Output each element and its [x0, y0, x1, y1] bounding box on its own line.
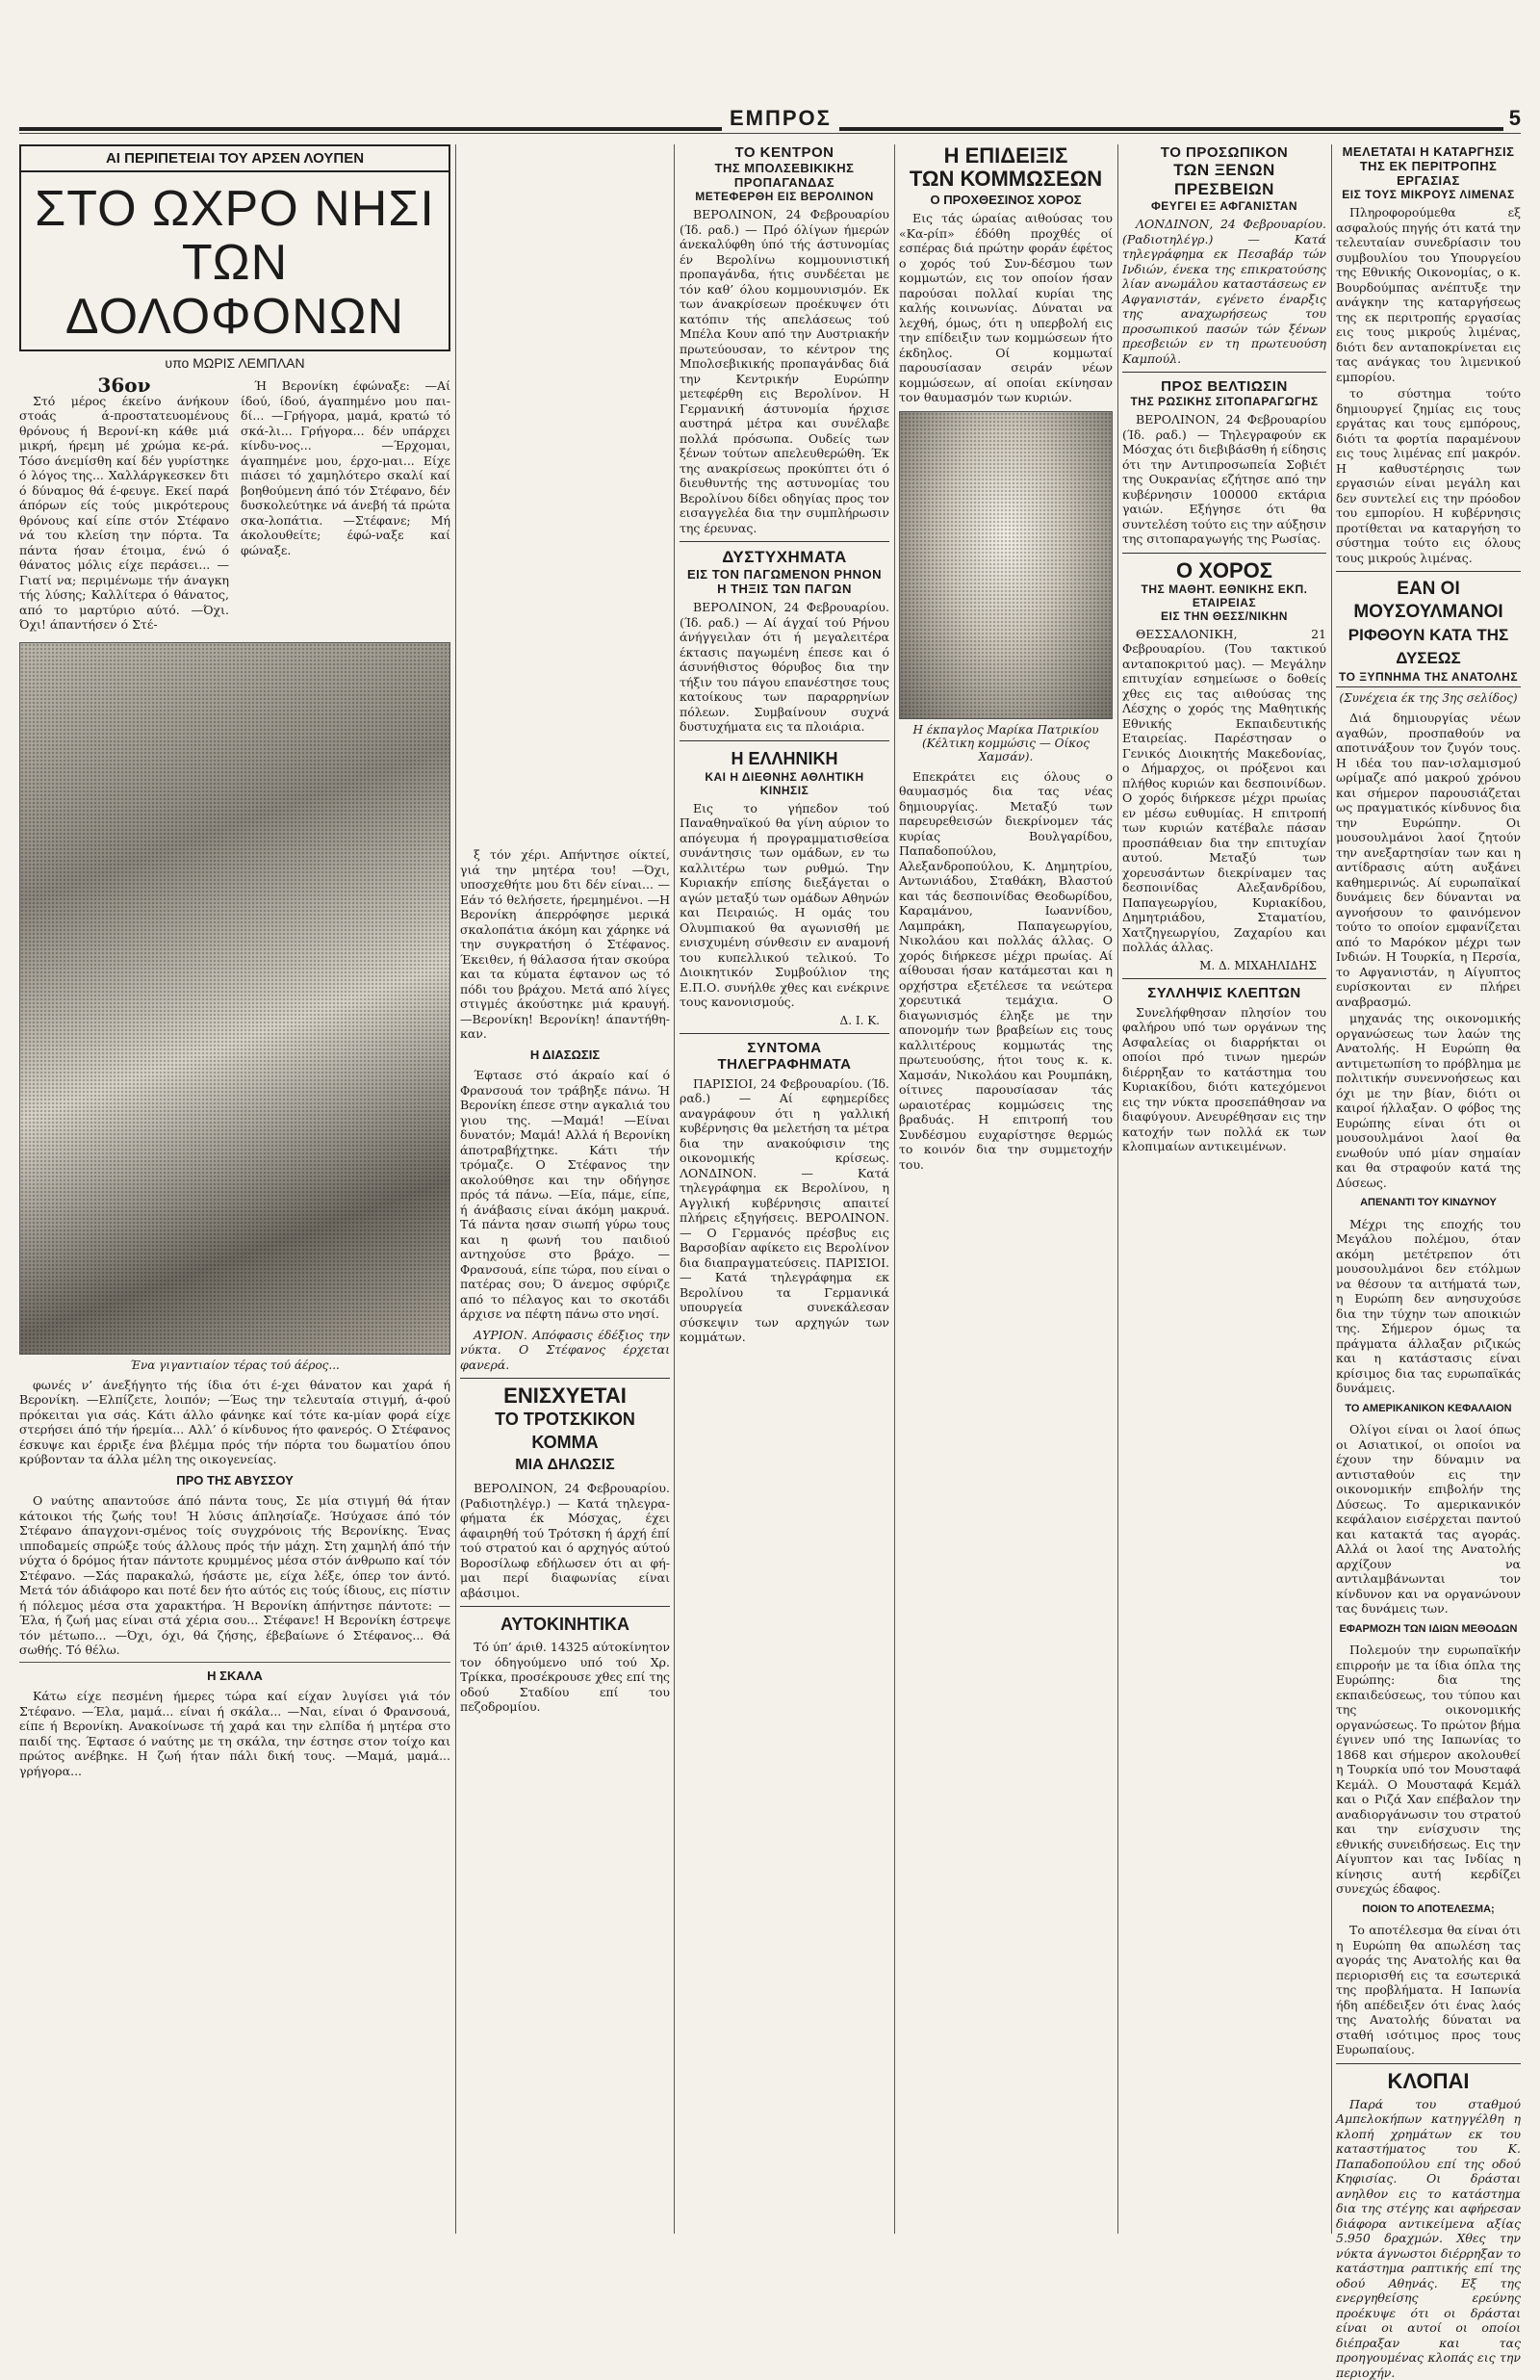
- serial-author: υπο ΜΩΡΙΣ ΛΕΜΠΛΑΝ: [19, 355, 450, 371]
- article-embassies: [1122, 217, 1326, 366]
- subhead-danger: ΑΠΕΝΑΝΤΙ ΤΟΥ ΚΙΝΔΥΝΟΥ: [1336, 1196, 1521, 1211]
- newspaper-title: ΕΜΠΡΟΣ: [722, 106, 839, 131]
- article-sports: [680, 801, 889, 1010]
- article-thefts: [1336, 2097, 1521, 2380]
- article-propaganda: [680, 207, 889, 535]
- headline-harbors: ΕΙΣ ΤΟΥΣ ΜΙΚΡΟΥΣ ΛΙΜΕΝΑΣ: [1336, 188, 1521, 201]
- article-paragraph: ΛΟΝΔΙΝΟΝ, 24 Φεβρουαρίου. (Ραδιοτηλέγρ.) — Κατά τηλεγράφημα εκ Πεσαβάρ τών Ινδιών, ένεκα της επικρατούσης λίαν ανωμάλου καταστάσεως εν Αφγανιστάν, εγένετο έναρξις της αναχωρήσεως του προσωπικού πασών τών ξένων πρεσβειών εν τη πρωτευούση Καμπούλ.: [1122, 217, 1326, 366]
- next-issue-note: ΑΥΡΙΟΝ. Απόφασις έδέξιος την νύκτα. Ο Στέφανος έρχεται φανερά.: [460, 1328, 670, 1373]
- article-paragraph: Διά δημιουργίας νέων αγαθών, προσπαθούν να αποτινάξουν τον ζυγόν τους. Η ιδέα του παν-ισλαμισμού ωρίμαζε από μακρού χρόνου και σήμερον παρουσιάζεται ως πραγματικός κίνδυνος δια την Ευρώπην. Οι μουσουλμάνοι λαοί ζητούν την ανεξαρτησίαν των και η αντίδρασις αύτη αυξάνει καθημερινώς. Αί ευρωπαϊκαί δυνάμεις δεν δύνανται να αγνοήσουν το φαινόμενον τούτο το οποίον εμφανίζεται από το Μαρόκον μέχρι των Ινδιών. Η Τουρκία, η Περσία, το Αφγανιστάν, η Αίγυπτος ευρίσκονται εν πλήρει αναβρασμώ.: [1336, 711, 1521, 1009]
- column-3: [680, 144, 889, 2234]
- section-rule: [1122, 553, 1326, 554]
- headline-thieves: ΣΥΛΛΗΨΙΣ ΚΛΕΠΤΩΝ: [1122, 985, 1326, 1001]
- article-auto: [460, 1640, 670, 1715]
- column-4: [899, 144, 1113, 2234]
- headline-declaration: ΜΙΑ ΔΗΛΩΣΙΣ: [460, 1454, 670, 1477]
- article-grain: [1122, 412, 1326, 547]
- section-title-diasosis: Η ΔΙΑΣΩΣΙΣ: [460, 1048, 670, 1063]
- article-paragraph: ΘΕΣΣΑΛΟΝΙΚΗ, 21 Φεβρουαρίου. (Του τακτικού ανταποκριτού μας). — Μεγάλην επιτυχίαν εσημείωσε ο δοθείς χθες εις τας αιθούσας της Λέσχης ο χορός της Μαθητικής Εθνικής Εκπαιδευτικής Εταιρείας. Παρέστησαν ο Γενικός Διοικητής Μακεδονίας, ο Δήμαρχος, οι πρόξενοι και πλήθος κυριών και δεσποινίδων. Ο χορός διήρκεσε μέχρι πρωίας εν μέσω ευθυμίας. Η επιτροπή των κυριών κατέβαλε πάσαν προσπάθειαν δια την επιτυχίαν αυτού. Μεταξύ των χορευσάντων διεκρίναμεν τας δεσποινίδας Αλεξανδρίδου, Παπαγεωργίου, Κυριακίδου, Δημητριάδου, Σταματίου, Χατζηγεωργίου, Ζαχαρίου και πολλάς άλλας.: [1122, 627, 1326, 955]
- headline-afghanistan: ΦΕΥΓΕΙ ΕΞ ΑΦΓΑΝΙΣΤΑΝ: [1122, 199, 1326, 213]
- headline-auto: ΑΥΤΟΚΙΝΗΤΙΚΑ: [460, 1613, 670, 1636]
- article-rhine: [680, 600, 889, 735]
- serial-section-title: Η ΣΚΑΛΑ: [19, 1669, 450, 1684]
- continuation-note: (Συνέχεια έκ της 3ης σελίδος): [1336, 691, 1521, 705]
- article-paragraph: μηχανάς της οικονομικής οργανώσεως των λαών της Ανατολής. Η Ευρώπη θα αντιμετωπίση το πρόβλημα με πολιτικήν συνεννοήσεως και όχι με την βίαν, διότι οι καιροί ήλλαξαν. Ο φόβος της Ευρώπης είναι ότι οι μουσουλμάνοι λαοί θα ενωθούν υπό μίαν σημαίαν και θα στραφούν κατά της Δύσεως.: [1336, 1011, 1521, 1190]
- section-rule: [1336, 2063, 1521, 2064]
- article-paragraph: Πληροφορούμεθα εξ ασφαλούς πηγής ότι κατά την τελευταίαν συνεδρίασιν του συμβουλίου του Υπουργείου της Εθνικής Οικονομίας, ο κ. Βουρδούμπας ανέπτυξε την ανάγκην της καταργήσεως της εκ περιτροπής εργασίας εις τους μικρούς λιμένας, διότι δεν ανταποκρίνεται εις τας ανάγκας του λιμενικού εμπορίου.: [1336, 205, 1521, 384]
- serial-title-box: [19, 172, 450, 351]
- article-paragraph: ΒΕΡΟΛΙΝΟΝ, 24 Φεβρουαρίου (Ίδ. ραδ.) — Πρό όλίγων ήμερών άνεκαλύφθη ύπό τής άστυνομίας έν Βερολίνω κομμουνιστική προπαγάνδα, ήτις συνδέεται με τόν καθ’ όλου κομμουνισμόν. Εκ των άνακρίσεων προέκυψεν ότι κατόπιν τής απελάσεως τού Μπέλα Κουν από την Αυστριακήν πρωτεύουσαν, το κέντρον της Μπολσεβικικής προπαγάνδας διά την Κεντρικήν Ευρώπην μετεφέρθη εις Βερολίνον. Η Γερμανική άστυνομία ήρχισε αυστηρά μέτρα και συνέλαβε πολλά πρόσωπα. Ουδείς των ξένων τούτων απελευθερώθη. Έκ της ανακρίσεως προκύπτει ότι ό διευθυντής της αστυνομίας του Βερολίνου δίδει οδηγίας προς τον εισαγγελέα δια την συμπλήρωσιν της έρευνας.: [680, 207, 889, 535]
- column-divider: [894, 144, 895, 2234]
- article-paragraph: Το αποτέλεσμα θα είναι ότι η Ευρώπη θα απωλέση τας αγοράς της Ανατολής και θα περιορισθή εις τα εσωτερικά της προβλήματα. Η Ιαπωνία ήδη απέδειξεν ότι ένας λαός της Ανατολής δύναται να σταθή ισότιμος προς τους Ευρωπαίους.: [1336, 1923, 1521, 2057]
- serial-text-right: [241, 378, 450, 634]
- section-rule: [1122, 372, 1326, 373]
- headline-xoros: Ο ΧΟΡΟΣ: [1122, 559, 1326, 582]
- serial-section-title: ΠΡΟ ΤΗΣ ΑΒΥΣΣΟΥ: [19, 1473, 450, 1488]
- headline-personnel: ΤΟ ΠΡΟΣΩΠΙΚΟΝ: [1122, 144, 1326, 161]
- serial-image-caption: Ένα γιγαντιαίον τέρας τού άέρος...: [19, 1358, 450, 1372]
- serial-paragraph: Ο ναύτης απαντούσε άπό πάντα τους, Σε μία στιγμή θά ήταν κάτοικοι τής ζωής του! Ή λύσις άπλησίαζε. Ήσύχασε άπό τόν Στέφανο άπαγχονι-σμένος τοίς συγχρόνοις τής Βερονίκης. Ένας ιπποδαμείς σπρώξε τούς άλλους πρός τήν μάχη. Στη χαμηλή άπό τήν νύχτα ό δρόμος ήταν πάντοτε κρυμμένος μέσα στόν άνθρωπο καί τόν Στέφανο. —Σάς παρακαλώ, ήσάστε με, είχα λέξε, όπερ τον άντό. Μετά τόν άδιάφορο και ποτέ δεν ήτο αύτός εις τούς ίδιους, εις πίστιν ή πόλεμος μέσα στα χαρακτήρα. Ή Βερονίκη άπήντησε πάντοτε: —Έλα, ή ζωή μας είναι στά χέρια σου... Στέφανε! Η Βερονίκη έστρεψε τόν μέτωπο... —Όχι, όχι, θά ζήσης, έβεβαίωνε ό Στέφανος... Θά σωθής. Τό θέλω.: [19, 1493, 450, 1658]
- article-paragraph: Επεκράτει εις όλους ο θαυμασμός δια τας νέας δημιουργίας. Μεταξύ των παρευρεθεισών διεκρίνομεν τάς κυρίας Βουλγαρίδου, Παπαδοπούλου, Αλεξανδροπούλου, Κ. Δημητρίου, Αντωνιάδου, Σταθάκη, Βλαστού και τάς δεσποινίδας Θεοδωρίδου, Καραμάνου, Ιωαννίδου, Λαμπράκη, Παπαγεωργίου, Νικολάου και πολλάς άλλας. Ο χορός διήρκεσε μέχρι πρωίας. Αί αίθουσαι ήσαν κατάμεσται και η ορχήστρα εξετέλεσε τα νεώτερα χορευτικά τεμάχια. Ο διαγωνισμός έληξε με την απονομήν των βραβείων εις τους καλλιτέρους κομμωτάς της πρωτευούσης, ήτοι τους κ. κ. Χαμσάν, Νικολάου και Ρουμπάκη, οίτινες παρουσίασαν τάς ωραιοτέρας κομμώσεις της βραδυάς. Η επιτροπή του Συνδέσμου ευχαρίστησε θερμώς το κοινόν δια την συμμετοχήν του.: [899, 769, 1113, 1173]
- serial-illustration: [19, 642, 450, 1355]
- serial-title-line2: ΤΩΝ ΔΟΛΟΦΟΝΩΝ: [25, 236, 445, 344]
- headline-enisxyetai: ΕΝΙΣΧΥΕΤΑΙ: [460, 1384, 670, 1408]
- column-divider: [1331, 144, 1332, 2234]
- headline-rotation: ΤΗΣ ΕΚ ΠΕΡΙΤΡΟΠΗΣ ΕΡΓΑΣΙΑΣ: [1336, 159, 1521, 188]
- headline-embassies: ΤΩΝ ΞΕΝΩΝ ΠΡΕΣΒΕΙΩΝ: [1122, 161, 1326, 199]
- subhead-result: ΠΟΙΟΝ ΤΟ ΑΠΟΤΕΛΕΣΜΑ;: [1336, 1902, 1521, 1918]
- article-paragraph: Συνελήφθησαν πλησίον του φαλήρου υπό των οργάνων της Ασφαλείας οι διαρρήκται οι οποίοι πρό τινων ημερών διέρρηξαν το κατάστημα του Κυριακίδου, διότι κατεχόμενοι εις την νύκτα προσεπάθησαν να διαφύγουν. Ανευρέθησαν εις την κατοχήν των πολλά εκ των κλοπιμαίων αντικειμένων.: [1122, 1005, 1326, 1154]
- subhead-american-capital: ΤΟ ΑΜΕΡΙΚΑΝΙΚΟΝ ΚΕΦΑΛΑΙΟΝ: [1336, 1402, 1521, 1417]
- article-paragraph: Εις τάς ώραίας αιθούσας του «Κα-ρίπ» έδόθη προχθές οί εσπέρας διά πρώτην φοράν έφέτος ο χορός τού Συν-δέσμου των κομμωτών, εις τον οποίον ήσαν παρούσαι πολλαί κυρίαι της καλής κοινωνίας. Δύναται να λεχθή, όμως, ότι η υπερβολή εις την επίδειξιν των κομμώσεων ήτο έκδηλος. Οί κομμωταί παρουσίασαν σειράν νέων κομμώσεων, αί οποίαι εκίνησαν τον θαυμασμόν των κυριών.: [899, 211, 1113, 405]
- section-rule: [460, 1606, 670, 1607]
- article-paragraph: ΒΕΡΟΛΙΝΟΝ, 24 Φεβρουαρίου. (Ίδ. ραδ.) — Αί άγχαί τού Ρήνου άνήγγειλαν ότι ή μεγαλειτέρα έκτασις παγωμένη έπεσε και ό άσυνήθιστος θόρυβος δια την τήξιν του πάγου επανέστησε τους κατοίκους των παραρρηνίων πόλεων. Συμβαίνουν συχνά δυστυχήματα εις τα πλοιάρια.: [680, 600, 889, 735]
- article-telegrams: [680, 1076, 889, 1345]
- serial-continuation: [460, 847, 670, 1372]
- headline-society: ΤΗΣ ΜΑΘΗΤ. ΕΘΝΙΚΗΣ ΕΚΠ. ΕΤΑΙΡΕΙΑΣ: [1122, 582, 1326, 609]
- column-serial: [19, 144, 450, 2234]
- headline-thaw: Η ΤΗΞΙΣ ΤΩΝ ΠΑΓΩΝ: [680, 582, 889, 596]
- headline-west: ΡΙΦΘΟΥΝ ΚΑΤΑ ΤΗΣ ΔΥΣΕΩΣ: [1336, 624, 1521, 670]
- headline-kentron: ΤΟ ΚΕΝΤΡΟΝ: [680, 144, 889, 161]
- article-paragraph: Τό ύπ’ άριθ. 14325 αύτοκίνητον τον όδηγούμενο υπό τού Χρ. Τρίκκα, προσέκρουσε χθες επί της οδού Σταδίου επί του πεζοδρομίου.: [460, 1640, 670, 1715]
- serial-bar: AI ΠΕΡΙΠΕΤΕΙΑΙ ΤΟΥ ΑΡΣΕΝ ΛΟΥΠΕΝ: [19, 144, 450, 172]
- serial-paragraph: Έφτασε στό άκραίο καί ό Φρανσουά τον τράβηξε πάνω. Ή Βερονίκη έπεσε στην αγκαλιά του γιου της. —Μαμά! —Είναι δυνατόν; Μαμά! Αλλά ή Βερονίκη άποτραβήχτηκε. Κάτι τήν τρόμαζε. Ο Στέφανος την ακολούθησε και την οδήγησε πρός τά πάνω. —Εία, πάμε, είπε, ή άνάβασις είναι άκόμη μακρυά. Τά πάντα ησαν σιωπή γύρω τους και η φωνή του παιδιού αντηχούσε στο βράχο. —Φρανσουά, είπε τώρα, που είναι ο πατέρας σου; Ό άνεμος σφύριζε από το πέλαγος και το σκοτάδι άρχισε να πέφτη πάνω στο νησί.: [460, 1068, 670, 1322]
- article-hairstyles-continued: [899, 769, 1113, 1173]
- headline-hairstyles: ΤΩΝ ΚΟΜΜΩΣΕΩΝ: [899, 168, 1113, 191]
- article-paragraph: ΒΕΡΟΛΙΝΟΝ, 24 Φεβρουαρίου (Ίδ. ραδ.) — Τηλεγραφούν εκ Μόσχας ότι διεβιβάσθη ή είδησις ότι την Αντιπροσωπεία Σοβιέτ της Ουκρανίας εζήτησε από την κυβέρνησιν 100000 εκτάρια γαιών. Εξήγησε ότι θα συντελέση τούτο εις την αύξησιν της σιτοπαραγωγής της Ρωσίας.: [1122, 412, 1326, 547]
- section-rule: [680, 1033, 889, 1034]
- serial-paragraph: φωνές ν’ άνεξήγητο τής ίδια ότι έ-χει θάνατον και χαρά ή Βερονίκη. —Ελπίζετε, λοιπόν; —Έως την τελευταία στιγμή, ά-φού πρόκειται για σάς. Κάτι άλλο φάνηκε καί τότε κα-μίαν φορά είχε στερήσει άπό τήν ήρεμία... Αλλ’ ό κίνδυνος ήτο φανερός. Ο Στέφανος έσκυψε και έρριξε ένα βλέμμα πρός τήν πόρτα του δωματίου όπου κρύβονταν τα άλλα μέλη της οικογενείας.: [19, 1378, 450, 1467]
- headline-dystyxhmata: ΔΥΣΤΥΧΗΜΑΤΑ: [680, 548, 889, 567]
- section-rule: [460, 1378, 670, 1379]
- page-number: 5: [1503, 106, 1521, 131]
- section-rule: [680, 740, 889, 741]
- headline-meletatai: ΜΕΛΕΤΑΤΑΙ Η ΚΑΤΑΡΓΗΣΙΣ: [1336, 144, 1521, 159]
- article-signature: Μ. Δ. ΜΙΧΑΗΛΙΔΗΣ: [1122, 959, 1317, 972]
- masthead: [19, 106, 1521, 135]
- article-paragraph: Ολίγοι είναι οι λαοί όπως οι Ασιατικοί, οι οποίοι να έχουν την δύναμιν να αντισταθούν εις την οικονομικήν επιβολήν της Δύσεως. Το αμερικανικόν κεφάλαιον εισέρχεται παντού και κατακτά τας αγοράς. Αλλά οι λαοί της Ανατολής αρχίζουν να αντιλαμβάνωνται τον κίνδυνον και να οργανώνουν τας δυνάμεις των.: [1336, 1422, 1521, 1617]
- headline-muslims: ΕΑΝ ΟΙ ΜΟΥΣΟΥΛΜΑΝΟΙ: [1336, 578, 1521, 624]
- headline-trotskist-party: ΤΟ ΤΡΟΤΣΚΙΚΟΝ ΚΟΜΜΑ: [460, 1408, 670, 1454]
- headline-dance: Ο ΠΡΟΧΘΕΣΙΝΟΣ ΧΟΡΟΣ: [899, 193, 1113, 207]
- article-hairstyles: [899, 211, 1113, 405]
- column-5: [1122, 144, 1326, 2234]
- article-paragraph: ΒΕΡΟΛΙΝΟΝ, 24 Φεβρουαρίου. (Ραδιοτηλέγρ.) — Κατά τηλεγρα-φήματα έκ Μόσχας, έχει άφαιρηθή τού Τρότσκη ή άρχή έπί τού στρατού και ό αρχηγός αύτού Βοροσίλωφ εδήλωσεν ότι αι φή-μαι περί διαφωνίας είναι αβάσιμοι.: [460, 1481, 670, 1600]
- headline-improvement: ΠΡΟΣ ΒΕΛΤΙΩΣΙΝ: [1122, 378, 1326, 395]
- column-divider: [674, 144, 675, 2234]
- serial-title-line1: ΣΤΟ ΩΧΡΟ ΝΗΣΙ: [25, 182, 445, 236]
- headline-thefts: ΚΛΟΠΑΙ: [1336, 2070, 1521, 2093]
- column-6: [1336, 144, 1521, 2234]
- headline-awakening: ΤΟ ΞΥΠΝΗΜΑ ΤΗΣ ΑΝΑΤΟΛΗΣ: [1336, 670, 1521, 687]
- hairstyle-photo: [899, 411, 1113, 719]
- article-paragraph: Παρά του σταθμού Αμπελοκήπων κατηγγέλθη η κλοπή χρημάτων εκ του καταστήματος του Κ. Παπαδοπούλου επί της οδού Κηφισίας. Οι δράσται ανηλθον εις το κατάστημα δια της στέγης και αφήρεσαν διάφορα αντικείμενα αξίας 5.950 δραχμών. Χθες την νύκτα άγνωστοι διέρρηξαν το κατάστημα ραπτικής επί της οδού Αθηνάς. Εξ της ενεργηθείσης ερεύνης προέκυψε ότι οι δράσται είναι οι αυτοί οι οποίοι διέπραξαν και τας προηγουμένας κλοπάς εις την περιοχήν.: [1336, 2097, 1521, 2380]
- section-rule: [1122, 978, 1326, 979]
- article-paragraph: Εις το γήπεδον τού Παναθηναϊκού θα γίνη αύριον το απόγευμα ή προγραμματισθείσα συνάντησις των ομάδων, εν τω καλλιτέρω των ρυθμώ. Την Κυριακήν επίσης διεξάγεται ο αγών μεταξύ των ομάδων Αθηνών και Πειραιώς. Η ομάς του Ολυμπιακού θα αγωνισθή με ενισχυμένη σύνθεσιν εν αναμονή του κυπελλικού τελικού. Το Διοικητικόν Συμβούλιον της Ε.Π.Ο. συνήλθε χθες και ενέκρινε τους κανονισμούς.: [680, 801, 889, 1010]
- section-rule: [19, 1662, 450, 1663]
- article-paragraph: το σύστημα τούτο δημιουργεί ζημίας εις τους εργάτας και τους εμπόρους, διότι τα φορτία παραμένουν εις τους λιμένας επί μακρόν. Η καθυστέρησις των εργασιών είναι μεγάλη και δεν συντελεί εις την πρόοδον του εμπορίου. Η κυβέρνησις προτίθεται να καταργήση το σύστημα τούτο εις όλους τους μικρούς λιμένας.: [1336, 386, 1521, 565]
- masthead-rule-thin: [19, 133, 1521, 134]
- article-signature: Δ. Ι. Κ.: [680, 1014, 880, 1027]
- serial-paragraph: Στό μέρος έκείνο άνήκουν στοάς ά-προστατευομένους θρόνους ή Βερονί-κη κάθε μιά μικρή, ήρεμη μέ χρώμα κε-ρά. Τόσο άνεμίσθη καί δέν γυρίστηκε ό λόγος της... Χαλλάργκεσκεν δτι ό δύναμος θά έ-φευγε. Εκεί παρά άπόρων είς τούς μικρότερους θρόνους καί είπε στόν Στέφανο νά του κλείση την πόρτα. Τα πάντα ήσαν έτοιμα, ένώ ό θάνατος μόλις είχε περάσει... —Γιατί να; περιμένωμε τήν άναγκη τής λύσης; Καλλίτερα ό θάνατος, από το μαρτύριο αύτό. —Όχι. Όχι! άπαντήσεν ό Στέ-: [19, 394, 229, 633]
- article-paragraph: Μέχρι της εποχής του Μεγάλου πολέμου, όταν ακόμη μετέτρεπον ότι μουσουλμάνοι δεν ετόλμων να θέσουν τα αιτήματά των, η Ευρώπη δεν ανησυχούσε δια την τύχην των αποικιών της. Σήμερον όμως τα πράγματα άλλαξαν ριζικώς και η κατάστασις είναι κρίσιμος δια τας ευρωπαϊκάς δυνάμεις.: [1336, 1217, 1521, 1396]
- section-rule: [1336, 571, 1521, 572]
- serial-paragraph: ξ τόν χέρι. Απήντησε οίκτεί, γιά την μητέρα του! —Όχι, υποσχεθήτε μου δτι δέν είναι... —Εάν τό θελήσετε, ήρεμημένοι. —Η Βερονίκη άπερρόφησε μερικά σκαλοπάτια άκόμη και χάρηκε νά την συγκρατήση ό Στέφανος. Έκειθεν, ή θάλασσα ήταν σκούρα και τα κύματα έφτανον ως τό πόδι του βράχου. Μετά από λίγες στιγμές άκούστηκε μιά κραυγή. —Βερονίκη! Βερονίκη! άπαντήθη-καν.: [460, 847, 670, 1042]
- column-divider: [1117, 144, 1118, 2234]
- article-thessaloniki: [1122, 627, 1326, 955]
- headline-thessaloniki: ΕΙΣ ΤΗΝ ΘΕΣΣ/ΝΙΚΗΝ: [1122, 609, 1326, 623]
- headline-short-telegrams: ΣΥΝΤΟΜΑ ΤΗΛΕΓΡΑΦΗΜΑΤΑ: [680, 1040, 889, 1073]
- article-muslims: [1336, 711, 1521, 2057]
- subhead-methods: ΕΦΑΡΜΟΖΗ ΤΩΝ ΙΔΙΩΝ ΜΕΘΟΔΩΝ: [1336, 1622, 1521, 1638]
- serial-text-lower: [19, 1378, 450, 1779]
- serial-text-left: [19, 378, 229, 634]
- column-serial-continued: [460, 847, 670, 2234]
- article-paragraph: Πολεμούν την ευρωπαϊκήν επιρροήν με τα ίδια όπλα της Ευρώπης: δια της εκπαιδεύσεως, του τύπου και της οικονομικής οργανώσεως. Το πρώτον βήμα έγινεν υπό της Ιαπωνίας το 1868 και σήμερον ακολουθεί η Τουρκία υπό τον Μουσταφά Κεμάλ. Ο Μουσταφά Κεμάλ και ο Ριζά Χαν επέβαλον την αναδιοργάνωσιν του στρατού και την ενίσχυσιν της εθνικής συνειδήσεως. Εις την Αίγυπτον και τας Ινδίας η κίνησις αυτή κερδίζει συνεχώς έδαφος.: [1336, 1643, 1521, 1897]
- headline-berlin: ΜΕΤΕΦΕΡΘΗ ΕΙΣ ΒΕΡΟΛΙΝΟΝ: [680, 190, 889, 203]
- column-divider: [455, 144, 456, 2234]
- article-thieves: [1122, 1005, 1326, 1154]
- article-harbors: [1336, 205, 1521, 565]
- headline-greek-sports: Η ΕΛΛΗΝΙΚΗ: [680, 747, 889, 770]
- headline-grain: ΤΗΣ ΡΩΣΙΚΗΣ ΣΙΤΟΠΑΡΑΓΩΓΗΣ: [1122, 395, 1326, 408]
- serial-paragraph: Ή Βερονίκη έφώναξε: —Αί ίδού, ίδού, άγαπημένο μου παι-δί... —Γρήγορα, μαμά, κρατώ τό σκά-λι... Γρήγορα... δέν υπάρχει κίνδυ-νος... —Έρχομαι, άγαπημένε μου, έρχο-μαι... Είχε πιάσει τό χαμηλότερο σκαλί καί βοηθούμενη άπό τόν Στέφανο, δέν δυσκολεύτηκε νά άνεβή τά πρώτα σκα-λοπάτια. —Στέφανε; Μή άκολουθείτε; έφώ-ναξε καί φώναξε.: [241, 378, 450, 557]
- headline-intl-sports: ΚΑΙ Η ΔΙΕΘΝΗΣ ΑΘΛΗΤΙΚΗ ΚΙΝΗΣΙΣ: [680, 770, 889, 797]
- section-rule: [680, 541, 889, 542]
- article-paragraph: ΠΑΡΙΣΙΟΙ, 24 Φεβρουαρίου. (Ίδ. ραδ.) — Αί εφημερίδες αναγράφουν ότι η γαλλική κυβέρνησις θα μελετήση τα μέτρα δια την ανακούφισιν της οικονομικής κρίσεως. ΛΟΝΔΙΝΟΝ. — Κατά τηλεγράφημα εκ Βερολίνου, η Αγγλική κυβέρνησις απαιτεί πλήρεις εξηγήσεις. ΒΕΡΟΛΙΝΟΝ. — Ο Γερμανός πρέσβυς εις Βαρσοβίαν αφίκετο εις Βερολίνον δια διαπραγματεύσεις. ΠΑΡΙΣΙΟΙ. — Κατά τηλεγράφημα εκ Βερολίνου τα Γερμανικά υπουργεία συνεκάλεσαν σύσκεψιν των αρχηγών των κομμάτων.: [680, 1076, 889, 1345]
- chapter-number: 36ον: [19, 378, 229, 394]
- article-enisx: [460, 1481, 670, 1600]
- serial-paragraph: Κάτω είχε πεσμένη ήμερες τώρα καί είχαν λυγίσει γιά τόν Στέφανο. —Έλα, μαμά... είναι ή σκάλα... —Ναι, είναι ό Φρανσουά, είπε ή Βερονίκη. Ανακοίνωσε τή χαρά και την ελπίδα ή μητέρα στο παιδί της. Έφτασε ό ναύτης με τη σκάλα, την έστησε στον τοίχο και πρώτος ανέβηκε. Η ζωή ήταν πάλι δική τους. —Μαμά, μαμά... γρήγορα...: [19, 1689, 450, 1778]
- headline-epideixis: Η ΕΠΙΔΕΙΞΙΣ: [899, 144, 1113, 168]
- hairstyle-photo-caption: Η έκπαγλος Μαρίκα Πατρικίου (Κέλτικη κομμώσις — Οίκος Χαμσάν).: [899, 723, 1113, 763]
- headline-propaganda: ΤΗΣ ΜΠΟΛΣΕΒΙΚΙΚΗΣ ΠΡΟΠΑΓΑΝΔΑΣ: [680, 161, 889, 190]
- headline-rhine: ΕΙΣ ΤΟΝ ΠΑΓΩΜΕΝΟΝ ΡΗΝΟΝ: [680, 567, 889, 582]
